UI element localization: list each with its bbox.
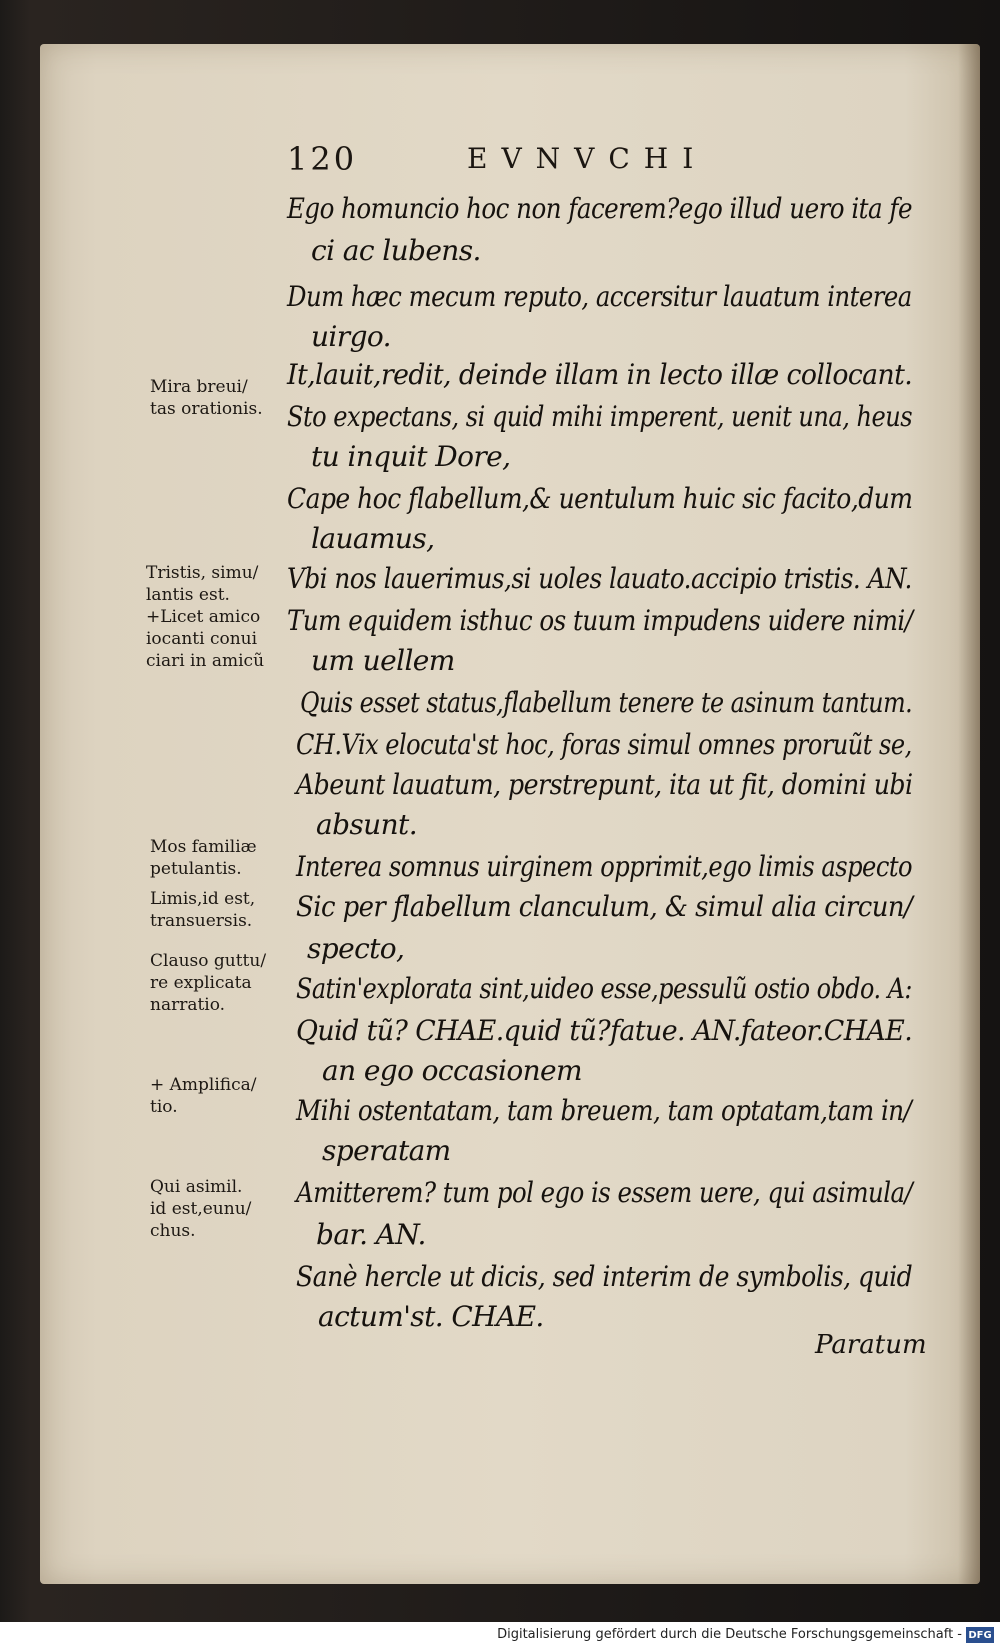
text-line: uirgo. xyxy=(311,320,391,353)
text-line: Cape hoc flabellum,& uentulum huic sic facito,dum xyxy=(287,482,913,515)
page-edge-shadow xyxy=(958,44,980,1584)
text-line: Amitterem? tum pol ego is essem uere, qui asimula/ xyxy=(296,1176,913,1209)
margin-note: Mos familiæ petulantis. xyxy=(150,837,257,879)
text-line: an ego occasionem xyxy=(322,1054,582,1087)
text-line: um uellem xyxy=(311,644,455,677)
margin-note: Mira breui/ tas orationis. xyxy=(150,377,263,419)
margin-note: Tristis, simu/ lantis est. +Licet amico iocanti conui ciari in amicũ xyxy=(146,563,265,671)
text-line: Sic per flabellum clanculum, & simul alia circun/ xyxy=(296,890,913,923)
text-line: Quis esset status,flabellum tenere te asinum tantum. xyxy=(300,686,913,719)
text-line: CH.Vix elocuta'st hoc, foras simul omnes proruũt se, xyxy=(296,728,912,761)
text-line: absunt. xyxy=(316,808,418,841)
text-line: lauamus, xyxy=(311,522,435,555)
running-title: EVNVCHI xyxy=(467,142,708,175)
text-line: tu inquit Dore, xyxy=(311,440,511,473)
text-line: Sto expectans, si quid mihi imperent, uenit una, heus xyxy=(287,400,913,433)
dfg-logo: DFG xyxy=(966,1627,994,1643)
digitization-footer xyxy=(0,1622,1000,1648)
text-line: Satin'explorata sint,uideo esse,pessulũ ostio obdo. A: xyxy=(296,972,912,1005)
margin-note: + Amplifica/ tio. xyxy=(150,1075,257,1117)
text-line: Quid tũ? CHAE.quid tũ?fatue. AN.fateor.CHAE. xyxy=(296,1014,913,1047)
text-line: Mihi ostentatam, tam breuem, tam optatam,tam in/ xyxy=(296,1094,912,1127)
text-line: Ego homuncio hoc non facerem?ego illud uero ita fe xyxy=(287,192,912,225)
text-line: Interea somnus uirginem opprimit,ego limis aspecto xyxy=(296,850,913,883)
text-line: Tum equidem isthuc os tuum impudens uidere nimi/ xyxy=(287,604,913,637)
page-number: 120 xyxy=(287,140,358,178)
text-line: actum'st. CHAE. xyxy=(318,1300,544,1333)
margin-note: Limis,id est, transuersis. xyxy=(150,889,256,931)
page-header xyxy=(287,140,737,180)
footer-credit: Digitalisierung gefördert durch die Deutsche Forschungsgemeinschaft - xyxy=(497,1627,962,1642)
text-line: specto, xyxy=(307,932,405,965)
catchword: Paratum xyxy=(815,1330,927,1360)
text-line: ci ac lubens. xyxy=(311,234,481,267)
text-line: It,lauit,redit, deinde illam in lecto illæ collocant. xyxy=(287,358,913,391)
margin-note: Clauso guttu/ re explicata narratio. xyxy=(150,951,267,1015)
text-line: speratam xyxy=(322,1134,451,1167)
text-line: Dum hæc mecum reputo, accersitur lauatum interea xyxy=(287,280,912,313)
text-line: Sanè hercle ut dicis, sed interim de symbolis, quid xyxy=(296,1260,913,1293)
text-line: Abeunt lauatum, perstrepunt, ita ut fit, domini ubi xyxy=(296,768,913,801)
margin-note: Qui asimil. id est,eunu/ chus. xyxy=(150,1177,252,1241)
text-line: bar. AN. xyxy=(316,1218,426,1251)
text-line: Vbi nos lauerimus,si uoles lauato.accipio tristis. AN. xyxy=(287,562,912,595)
